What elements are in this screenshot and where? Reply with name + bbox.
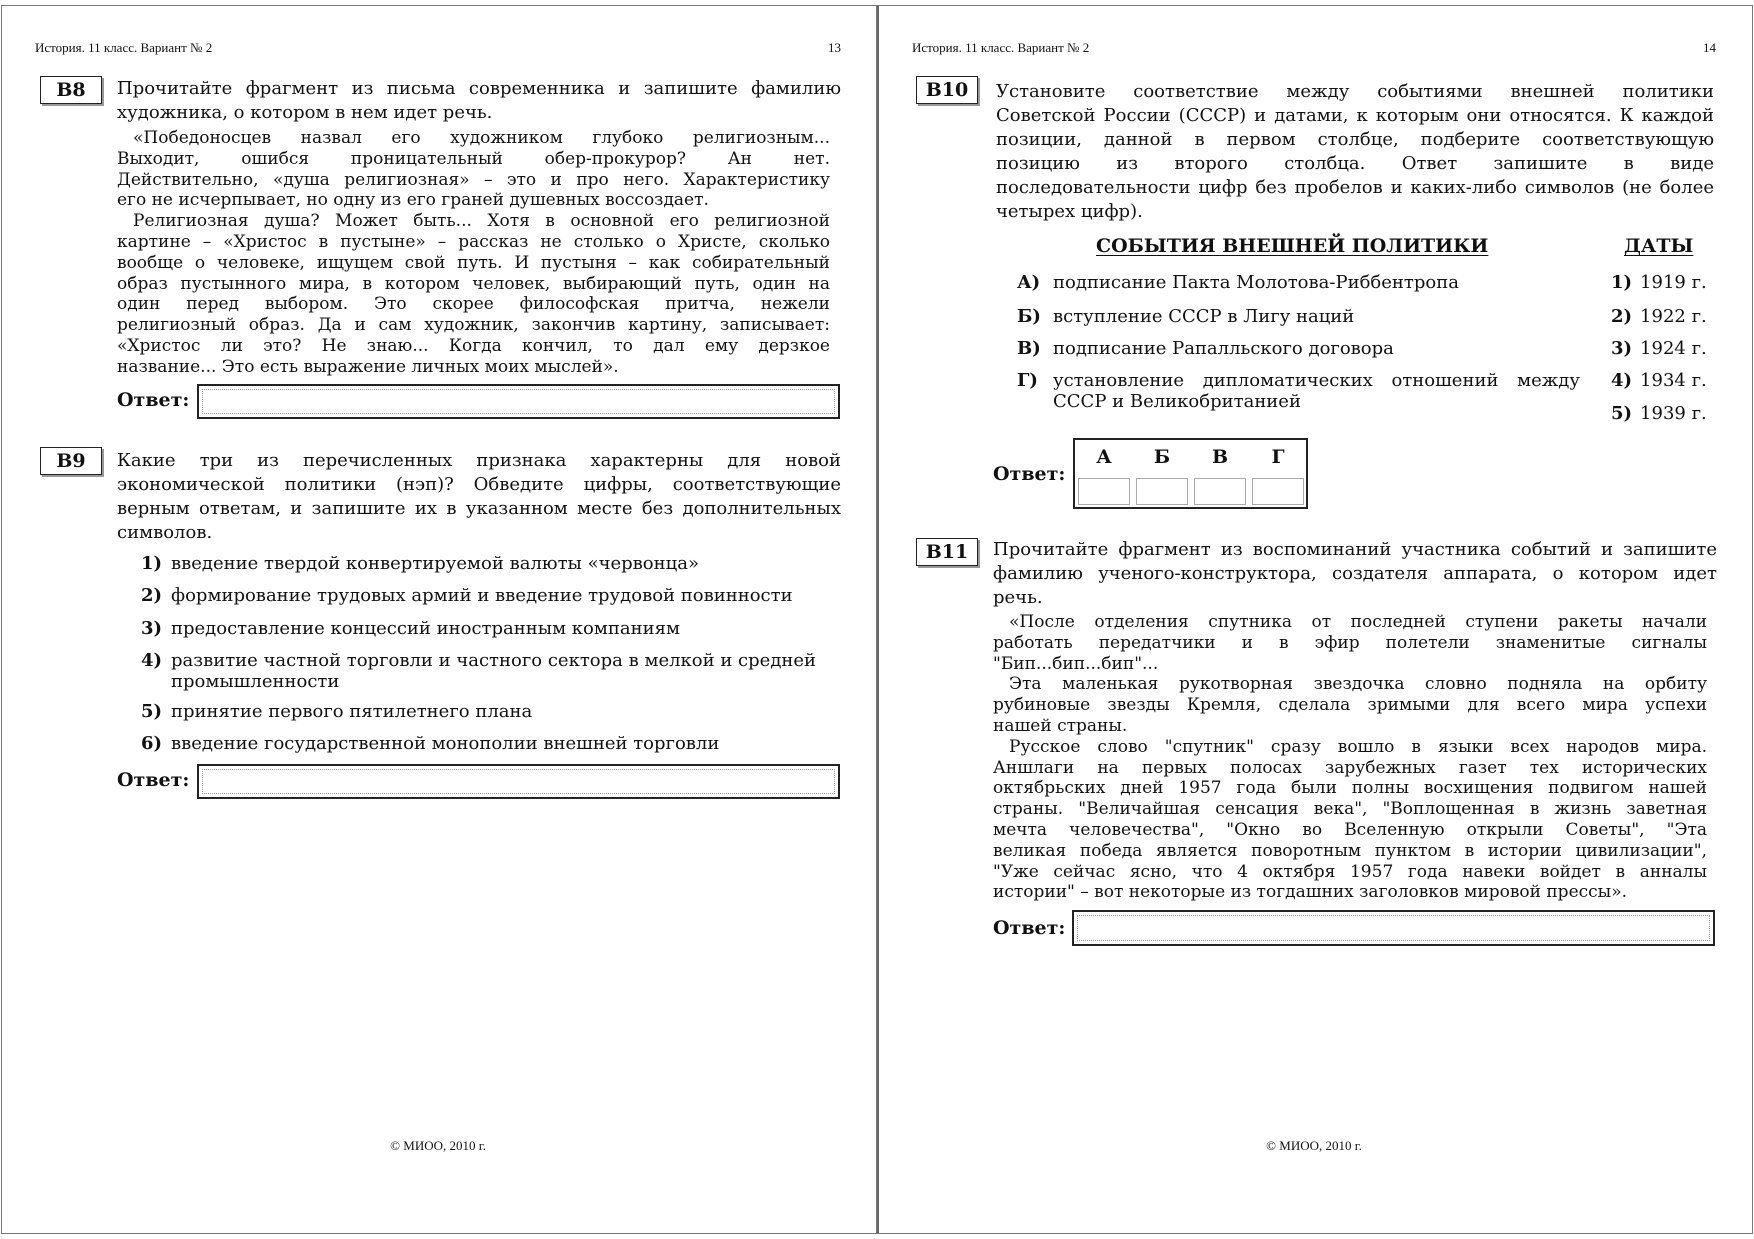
date-year: 1924 г. [1640, 338, 1707, 359]
event-text: подписание Пакта Молотова-Риббентропа [1053, 272, 1459, 293]
b10-answer-grid [1073, 438, 1308, 509]
option-number: 4) [141, 650, 163, 671]
quote-line: нашей страны. [993, 715, 1128, 736]
date-year: 1934 г. [1640, 370, 1707, 391]
date-year: 1939 г. [1640, 403, 1707, 424]
option-number: 5) [141, 701, 163, 722]
quote-line: великая победа является поворотным пунктом в истории цивилизации", [993, 840, 1707, 861]
text-line: символов. [117, 522, 213, 543]
quote-line: «После отделения спутника от последней ступени ракеты начали [1009, 612, 1707, 632]
date-number: 1) [1611, 272, 1633, 293]
page-number: 14 [1703, 40, 1716, 55]
b8-quote [117, 128, 830, 378]
quote-line: Действительно, «душа религиозная» – это и про него. Характеристику [117, 169, 830, 190]
quote-line: картине – «Христос в пустыне» – рассказ не столько о Христе, сколько [117, 231, 830, 252]
quote-line: образ пустынного мира, в котором человек, выбирающий путь, один на [117, 273, 830, 294]
answer-column-header: Г [1271, 446, 1285, 468]
quote-line: страны. "Величайшая сенсация века", "Воплощенная в жизнь заветная [993, 799, 1707, 820]
text-line: Прочитайте фрагмент из письма современника и запишите фамилию [117, 78, 841, 99]
option-text: формирование трудовых армий и введение трудовой повинности [171, 585, 793, 606]
text-line: экономической политики (нэп)? Обведите цифры, соответствующие [117, 474, 841, 495]
text-line: позицию из второго столбца. Ответ запишите в виде [996, 153, 1714, 174]
question-number-b8: B8 [40, 76, 102, 104]
quote-line: мечта человечества", "Окно во Вселенную открыли Советы", "Эта [993, 819, 1707, 840]
option-number: 1) [141, 553, 163, 574]
date-item [1611, 338, 1707, 359]
answer-label: Ответ: [117, 769, 190, 791]
answer-column-header: В [1211, 446, 1229, 468]
event-letter: Б) [1017, 306, 1041, 327]
option-number: 2) [141, 585, 163, 606]
text-line: верным ответам, и запишите их в указанном месте без дополнительных [117, 498, 841, 519]
event-text: подписание Рапалльского договора [1053, 338, 1394, 359]
event-text: вступление СССР в Лигу наций [1053, 306, 1355, 327]
page-footer: © МИОО, 2010 г. [390, 1138, 486, 1153]
option-text: предоставление концессий иностранным компаниям [171, 618, 680, 639]
b9-answer-field[interactable] [197, 764, 840, 799]
quote-line: название... Это есть выражение личных моих мыслей». [117, 356, 619, 377]
quote-line: Аншлаги на первых полосах зарубежных газет тех исторических [993, 757, 1707, 778]
date-item [1611, 403, 1707, 424]
text-line: позиции, данной в первом столбце, подберите соответствующую [996, 129, 1714, 150]
option-number: 3) [141, 618, 163, 639]
date-year: 1922 г. [1640, 306, 1707, 327]
date-item [1611, 370, 1707, 391]
question-number-b9: B9 [40, 447, 102, 475]
date-number: 3) [1611, 338, 1633, 359]
text-line: четырех цифр). [996, 201, 1143, 222]
text-line: Какие три из перечисленных признака характерны для новой [117, 450, 841, 471]
option-text: промышленности [171, 671, 340, 692]
page-number: 13 [828, 40, 841, 55]
answer-label: Ответ: [993, 463, 1066, 485]
quote-line: один перед выбором. Это скорее философская притча, нежели [117, 294, 830, 315]
event-letter: А) [1017, 272, 1041, 293]
quote-line: рубиновые звезды Кремля, сделала зримыми для всего мира успехи [993, 695, 1707, 716]
quote-line: вообще о человеке, ищущем свой путь. И пустыня – как собирательный [117, 252, 830, 273]
quote-line: Эта маленькая рукотворная звездочка словно подняла на орбиту [1009, 674, 1707, 695]
date-year: 1919 г. [1640, 272, 1707, 293]
quote-line: его не исчерпывает, но одну из его граней душевных воссоздает. [117, 190, 709, 211]
date-item [1611, 306, 1707, 327]
quote-line: октябрьских дней 1957 года были полны восхищения подвигом нашей [993, 778, 1707, 799]
text-line: Установите соответствие между событиями внешней политики [996, 81, 1714, 102]
option-number: 6) [141, 733, 163, 754]
quote-line: Выходит, ошибся проницательный обер-прокурор? Ан нет. [117, 148, 830, 169]
text-line: речь. [993, 587, 1043, 608]
quote-line: Религиозная душа? Может быть... Хотя в основной его религиозной [133, 211, 830, 232]
text-line: Советской России (СССР) и датами, к которым они относятся. К каждой [996, 105, 1714, 126]
b11-quote [993, 612, 1707, 903]
b11-answer-field[interactable] [1072, 910, 1715, 946]
quote-line: «Победоносцев назвал его художником глубоко религиозным... [133, 128, 830, 148]
event-letter: Г) [1017, 370, 1038, 391]
answer-cell-1[interactable] [1078, 478, 1130, 505]
text-line: художника, о котором в нем идет речь. [117, 102, 493, 123]
date-item [1611, 272, 1707, 293]
question-number-b11: B11 [916, 538, 978, 566]
page-footer: © МИОО, 2010 г. [1266, 1138, 1362, 1153]
b9-prompt [117, 449, 841, 545]
quote-line: религиозный образ. Да и сам художник, закончив картину, записывает: [117, 315, 830, 336]
dates-column-heading: ДАТЫ [1624, 235, 1694, 257]
event-letter: В) [1017, 338, 1041, 359]
text-line: последовательности цифр без пробелов и каких-либо символов (не более [996, 177, 1714, 198]
option-text: принятие первого пятилетнего плана [171, 701, 533, 722]
b11-prompt [993, 538, 1717, 610]
answer-cell-2[interactable] [1136, 478, 1188, 505]
text-line: фамилию ученого-конструктора, создателя аппарата, о котором идет [993, 563, 1717, 584]
answer-label: Ответ: [993, 917, 1066, 939]
question-number-b10: B10 [916, 76, 978, 104]
b8-answer-field[interactable] [197, 384, 840, 419]
date-number: 5) [1611, 403, 1633, 424]
page-header: История. 11 класс. Вариант № 2 [35, 40, 213, 55]
quote-line: "Уже сейчас ясно, что 4 октября 1957 года навеки войдет в анналы [993, 861, 1707, 882]
quote-line: «Христос ли это? Не знаю... Когда кончил, то дал ему дерзкое [117, 335, 830, 356]
page-header: История. 11 класс. Вариант № 2 [912, 40, 1090, 55]
option-text: введение государственной монополии внешней торговли [171, 733, 720, 754]
event-text: установление дипломатических отношений между СССР и Великобританией [1053, 370, 1580, 412]
quote-line: работать передатчики и в эфир полетели знаменитые сигналы [993, 632, 1707, 653]
option-text: введение твердой конвертируемой валюты «червонца» [171, 553, 699, 574]
quote-line: Русское слово "спутник" сразу вошло в языки всех народов мира. [1009, 736, 1707, 757]
quote-line: "Бип...бип...бип"... [993, 653, 1159, 674]
answer-cell-4[interactable] [1252, 478, 1304, 505]
answer-column-header: Б [1153, 446, 1171, 468]
date-number: 2) [1611, 306, 1633, 327]
option-text: развитие частной торговли и частного сектора в мелкой и средней [171, 650, 817, 671]
answer-label: Ответ: [117, 389, 190, 411]
date-number: 4) [1611, 370, 1633, 391]
quote-line: истории" – вот некоторые из тогдашних заголовков мировой прессы». [993, 882, 1628, 903]
answer-column-header: А [1096, 446, 1112, 468]
b10-prompt [996, 80, 1714, 224]
b8-prompt [117, 77, 841, 125]
answer-cell-3[interactable] [1194, 478, 1246, 505]
events-column-heading: СОБЫТИЯ ВНЕШНЕЙ ПОЛИТИКИ [1096, 235, 1489, 257]
text-line: Прочитайте фрагмент из воспоминаний участника событий и запишите [993, 539, 1717, 560]
